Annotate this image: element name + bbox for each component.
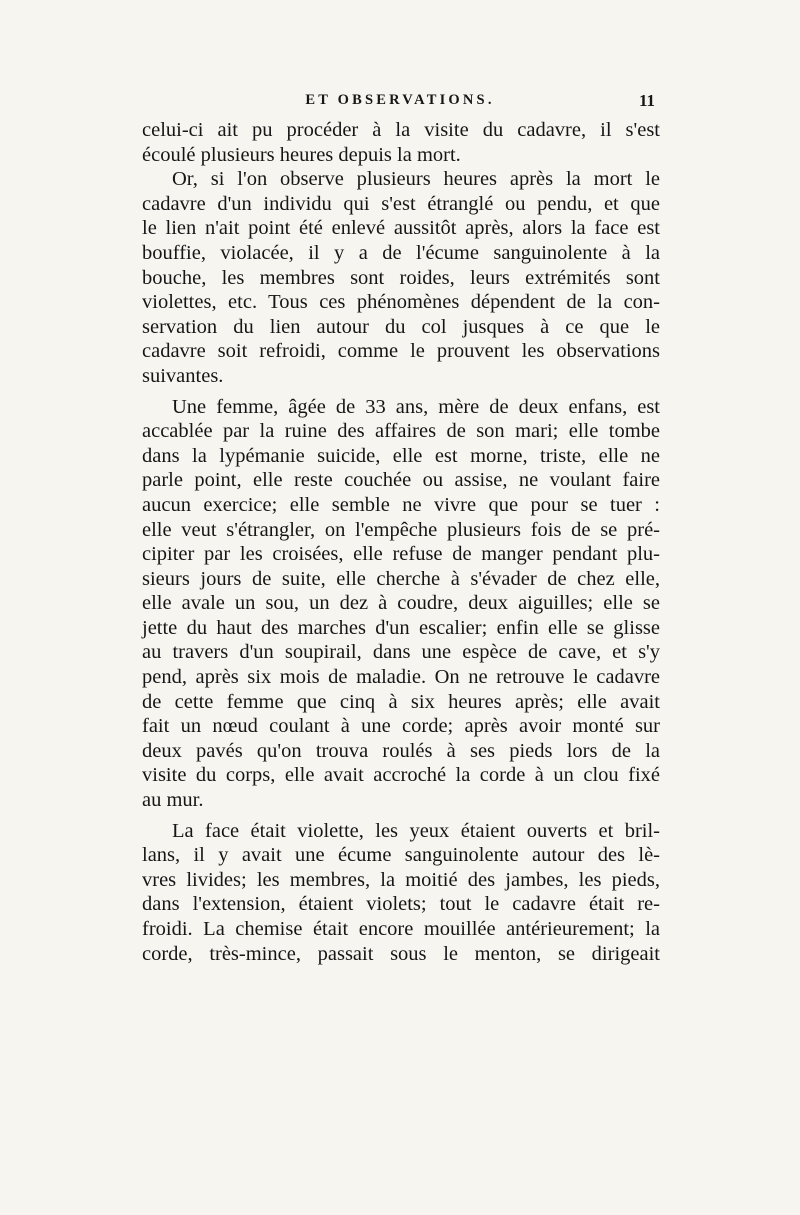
text-line: aucun exercice; elle semble ne vivre que pour se tuer :	[142, 493, 660, 516]
text-line: servation du lien autour du col jusques à ce que le	[142, 315, 660, 338]
text-line: accablée par la ruine des affaires de son mari; elle tombe	[142, 420, 660, 443]
text-line: pend, après six mois de maladie. On ne retrouve le cadavre	[142, 666, 660, 689]
paragraph	[142, 395, 660, 813]
text-line: celui-ci ait pu procéder à la visite du cadavre, il s'est	[142, 119, 660, 141]
text-line: La face était violette, les yeux étaient ouverts et bril-	[172, 819, 660, 842]
text-line: vres livides; les membres, la moitié des jambes, les pieds,	[142, 868, 660, 891]
body-text	[142, 118, 660, 966]
text-line: lans, il y avait une écume sanguinolente autour des lè-	[142, 844, 660, 867]
text-line: corde, très-mince, passait sous le menton, se dirigeait	[142, 942, 660, 965]
text-line: au travers d'un soupirail, dans une espèce de cave, et s'y	[142, 641, 660, 664]
text-line: cadavre d'un individu qui s'est étranglé ou pendu, et que	[142, 192, 660, 215]
text-line: dans la lypémanie suicide, elle est morne, triste, elle ne	[142, 444, 660, 467]
text-line: visite du corps, elle avait accroché la corde à un clou fixé	[142, 764, 660, 787]
running-head	[145, 92, 655, 116]
text-line: bouffie, violacée, il y a de l'écume sanguinolente à la	[142, 241, 660, 264]
text-line: Or, si l'on observe plusieurs heures après la mort le	[172, 168, 660, 191]
text-line: elle avale un sou, un dez à coudre, deux aiguilles; elle se	[142, 592, 660, 615]
text-line: froidi. La chemise était encore mouillée antérieurement; la	[142, 918, 660, 940]
text-line: le lien n'ait point été enlevé aussitôt après, alors la face est	[142, 217, 660, 240]
paragraph	[142, 819, 660, 967]
text-line: au mur.	[142, 789, 204, 812]
text-line: écoulé plusieurs heures depuis la mort.	[142, 143, 461, 166]
text-line: Une femme, âgée de 33 ans, mère de deux enfans, est	[172, 395, 660, 418]
text-line: cadavre soit refroidi, comme le prouvent les observations	[142, 340, 660, 363]
text-line: parle point, elle reste couchée ou assise, ne voulant faire	[142, 469, 660, 492]
text-line: jette du haut des marches d'un escalier; enfin elle se glisse	[142, 616, 660, 639]
page-number: 11	[638, 91, 655, 110]
text-line: suivantes.	[142, 364, 224, 387]
text-line: violettes, etc. Tous ces phénomènes dépendent de la con-	[142, 291, 660, 314]
text-line: dans l'extension, étaient violets; tout le cadavre était re-	[142, 893, 660, 916]
paragraph	[142, 118, 660, 167]
text-line: deux pavés qu'on trouva roulés à ses pieds lors de la	[142, 739, 660, 762]
paragraph	[142, 167, 660, 388]
text-line: elle veut s'étrangler, on l'empêche plusieurs fois de se pré-	[142, 518, 660, 541]
text-line: bouche, les membres sont roides, leurs extrémités sont	[142, 266, 660, 289]
text-line: de cette femme que cinq à six heures après; elle avait	[142, 690, 660, 713]
running-title: ET OBSERVATIONS.	[305, 92, 495, 108]
text-line: fait un nœud coulant à une corde; après avoir monté sur	[142, 715, 660, 738]
text-line: sieurs jours de suite, elle cherche à s'évader de chez elle,	[142, 567, 660, 590]
text-line: cipiter par les croisées, elle refuse de manger pendant plu-	[142, 543, 660, 566]
